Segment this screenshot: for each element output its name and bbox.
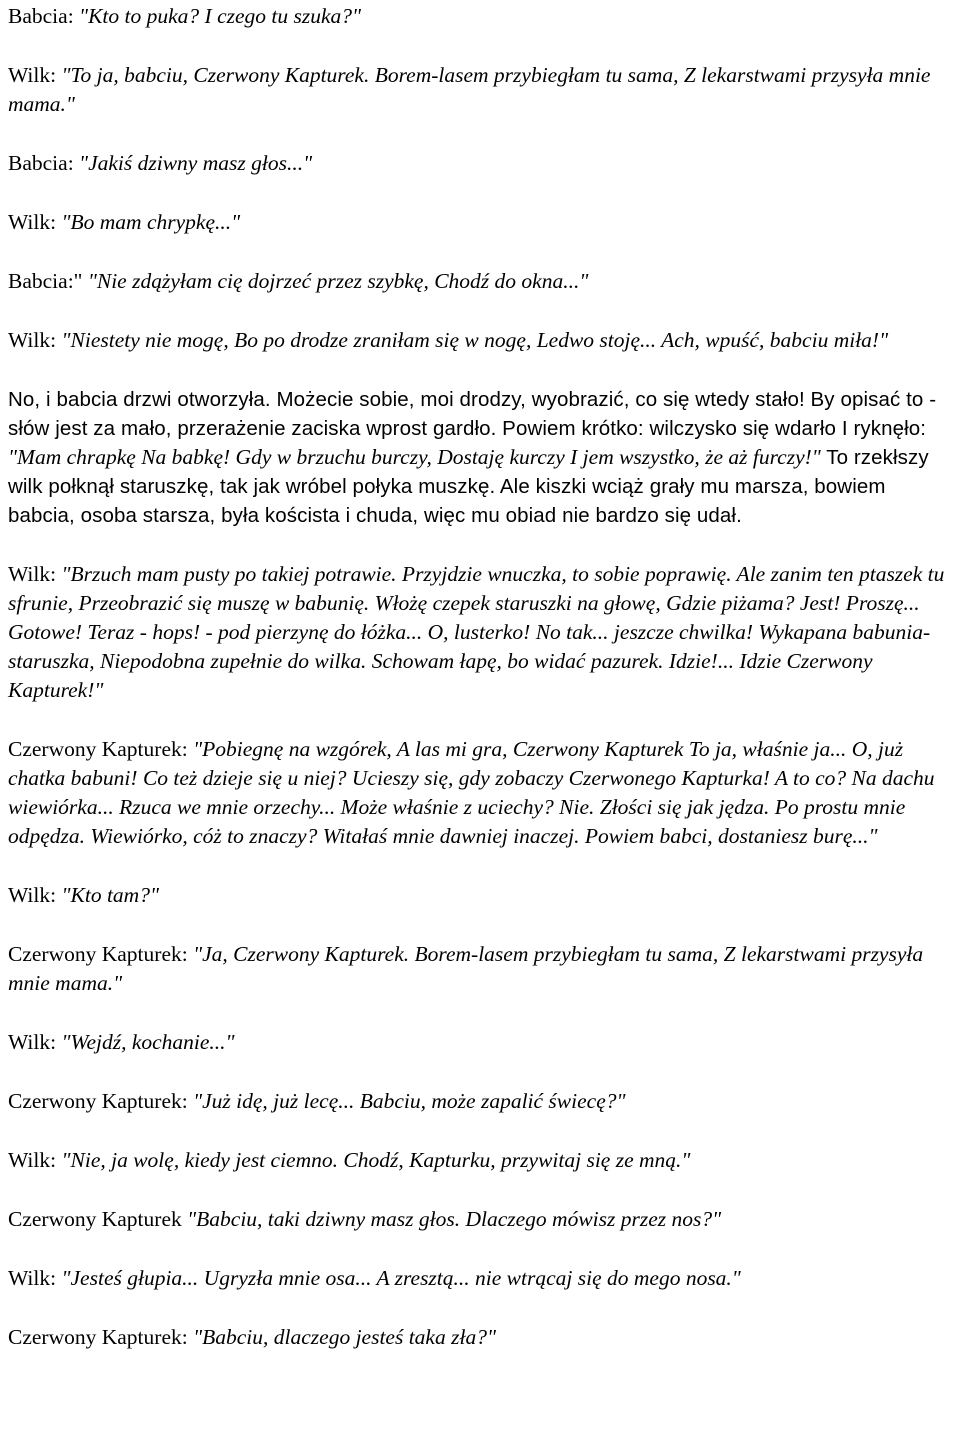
dialogue-text: "Już idę, już lecę... Babciu, może zapalić świecę?" — [193, 1089, 626, 1113]
narration-text: No, i babcia drzwi otworzyła. Możecie sobie, moi drodzy, wyobrazić, co się wtedy stało! By opisać to - słów jest za mało, przerażenie zaciska wprost gardło. Powiem krótko: wilczysko się wdarło I ryknęło: — [8, 388, 937, 440]
speaker-label: Czerwony Kapturek — [8, 1207, 188, 1231]
paragraph-7 — [8, 385, 956, 530]
paragraph-11 — [8, 940, 956, 998]
speaker-label: Wilk: — [8, 562, 62, 586]
paragraph-12 — [8, 1028, 956, 1057]
speaker-label: Wilk: — [8, 883, 62, 907]
dialogue-text: "Babciu, taki dziwny masz głos. Dlaczego mówisz przez nos?" — [187, 1207, 722, 1231]
dialogue-text: "Wejdź, kochanie..." — [61, 1030, 235, 1054]
speaker-label: Babcia: — [8, 151, 80, 175]
dialogue-text: "Kto to puka? I czego tu szuka?" — [79, 4, 362, 28]
paragraph-2 — [8, 61, 956, 119]
paragraph-15 — [8, 1205, 956, 1234]
paragraph-1 — [8, 2, 956, 31]
speaker-label: Czerwony Kapturek: — [8, 1089, 194, 1113]
paragraph-3 — [8, 149, 956, 178]
dialogue-text: "Nie, ja wolę, kiedy jest ciemno. Chodź, Kapturku, przywitaj się ze mną." — [61, 1148, 691, 1172]
dialogue-text: "Bo mam chrypkę..." — [61, 210, 241, 234]
dialogue-text: "Jesteś głupia... Ugryzła mnie osa... A zresztą... nie wtrącaj się do mego nosa." — [61, 1266, 741, 1290]
speaker-label: Wilk: — [8, 1148, 62, 1172]
document-body — [8, 2, 956, 1382]
speaker-label: Czerwony Kapturek: — [8, 942, 194, 966]
dialogue-text: "Kto tam?" — [61, 883, 159, 907]
dialogue-text: "Jakiś dziwny masz głos..." — [79, 151, 313, 175]
speaker-label: Babcia: — [8, 4, 80, 28]
narration-text: To rzekłszy wilk połknął staruszkę, tak jak wróbel połyka muszkę. Ale kiszki wciąż grały mu marsza, bowiem babcia, osoba starsza, była koścista i chuda, więc mu obiad nie bardzo się udał. — [8, 446, 929, 527]
dialogue-text: "Pobiegnę na wzgórek, A las mi gra, Czerwony Kapturek To ja, właśnie ja... O, już chatka babuni! Co też dzieje się u niej? Ucieszy się, gdy zobaczy Czerwonego Kapturka! A to co? Na dachu wiewiórka... Rzuca we mnie orzechy... Może właśnie z uciechy? Nie. Złości się jak jędza. Po prostu mnie odpędza. Wiewiórko, cóż to znaczy? Witałaś mnie dawniej inaczej. Powiem babci, dostaniesz burę..." — [8, 737, 935, 848]
dialogue-text: "Ja, Czerwony Kapturek. Borem-lasem przybiegłam tu sama, Z lekarstwami przysyła mnie mama." — [8, 942, 924, 995]
dialogue-text: "Mam chrapkę Na babkę! Gdy w brzuchu burczy, Dostaję kurczy I jem wszystko, że aż furczy!" — [8, 445, 821, 469]
paragraph-17 — [8, 1323, 956, 1352]
speaker-label: Czerwony Kapturek: — [8, 737, 194, 761]
paragraph-5 — [8, 267, 956, 296]
paragraph-10 — [8, 881, 956, 910]
speaker-label: Wilk: — [8, 328, 62, 352]
speaker-label: Wilk: — [8, 63, 62, 87]
paragraph-9 — [8, 735, 956, 851]
speaker-label: Wilk: — [8, 1266, 62, 1290]
paragraph-14 — [8, 1146, 956, 1175]
speaker-label: Wilk: — [8, 1030, 62, 1054]
speaker-label: Czerwony Kapturek: — [8, 1325, 194, 1349]
speaker-label: Babcia:" — [8, 269, 88, 293]
paragraph-4 — [8, 208, 956, 237]
speaker-label: Wilk: — [8, 210, 62, 234]
dialogue-text: "Brzuch mam pusty po takiej potrawie. Przyjdzie wnuczka, to sobie poprawię. Ale zanim ten ptaszek tu sfrunie, Przeobrazić się muszę w babunię. Włożę czepek staruszki na głowę, Gdzie piżama? Jest! Proszę... Gotowe! Teraz - hops! - pod pierzynę do łóżka... O, lusterko! No tak... jeszcze chwilka! Wykapana babunia-staruszka, Niepodobna zupełnie do wilka. Schowam łapę, bo widać pazurek. Idzie!... Idzie Czerwony Kapturek!" — [8, 562, 945, 702]
paragraph-16 — [8, 1264, 956, 1293]
paragraph-6 — [8, 326, 956, 355]
dialogue-text: "To ja, babciu, Czerwony Kapturek. Borem-lasem przybiegłam tu sama, Z lekarstwami przysyła mnie mama." — [8, 63, 931, 116]
dialogue-text: "Nie zdążyłam cię dojrzeć przez szybkę, Chodź do okna..." — [87, 269, 589, 293]
dialogue-text: "Niestety nie mogę, Bo po drodze zraniłam się w nogę, Ledwo stoję... Ach, wpuść, babciu miła!" — [61, 328, 889, 352]
paragraph-13 — [8, 1087, 956, 1116]
paragraph-8 — [8, 560, 956, 705]
dialogue-text: "Babciu, dlaczego jesteś taka zła?" — [193, 1325, 496, 1349]
